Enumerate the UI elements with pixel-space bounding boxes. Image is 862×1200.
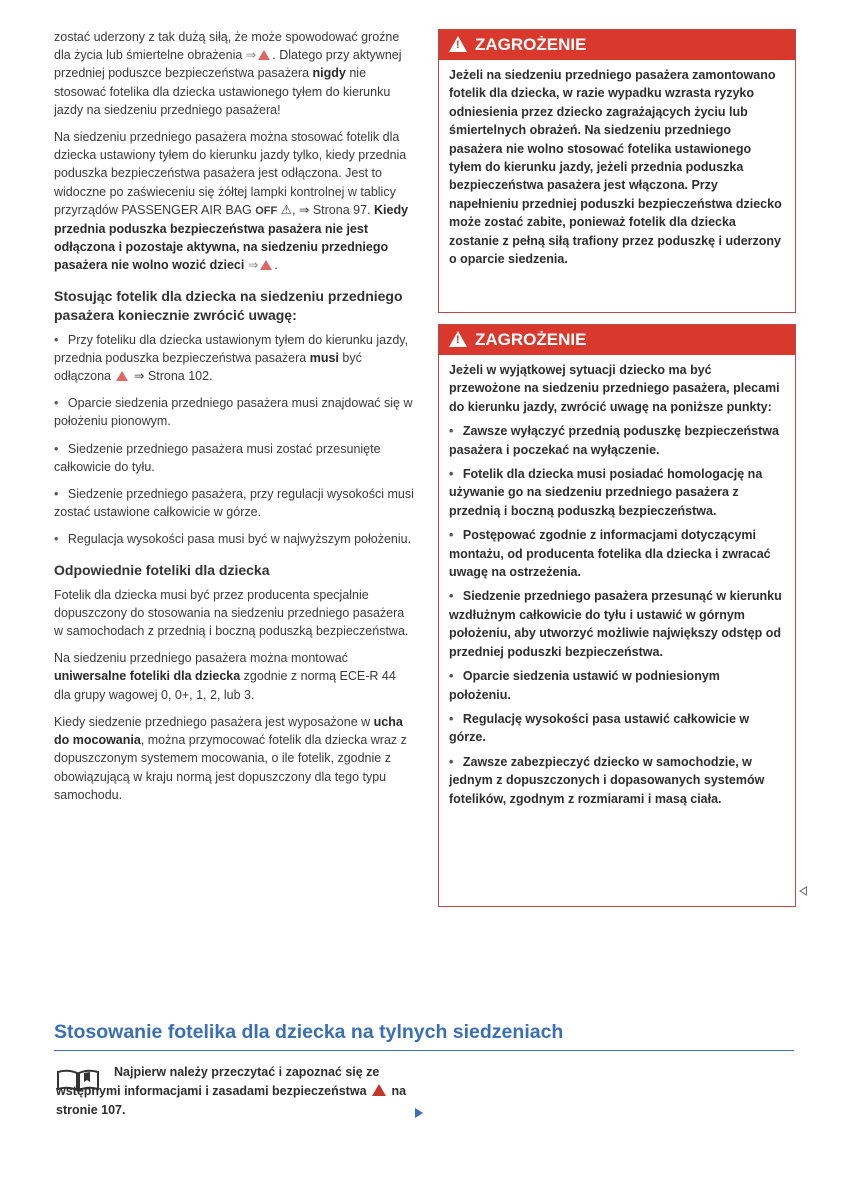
arrow-ref-icon: ⇒ xyxy=(245,48,257,63)
front-seat-list xyxy=(54,331,414,549)
paragraph-1: zostać uderzony z tak dużą siłą, że może spowodować groźne dla życia lub śmiertelne obrażenia ⇒ . Dlatego przy aktywnej przedniej poduszce bezpieczeństwa pasażera nigdy nie stosować fotelika dla dziecka ustawionego tyłem do kierunku jazdy na siedzeniu przedniego pasażera! xyxy=(54,30,402,117)
warning-triangle-icon xyxy=(449,36,467,52)
heading-suitable-seats: Odpowiednie foteliki dla dziecka xyxy=(54,561,270,578)
warning-triangle-icon xyxy=(372,1084,386,1096)
warning-header: !ZAGROŻENIE xyxy=(439,30,795,60)
warning-triangle-icon xyxy=(116,371,128,381)
list-item: • Regulację wysokości pasa ustawić całkowicie w górze. xyxy=(449,711,750,745)
warning-header: !ZAGROŻENIE xyxy=(439,325,795,355)
list-item: • Siedzenie przedniego pasażera przesunąć w kierunku wzdłużnym całkowicie do tyłu i ustawić w górnym położeniu, aby utworzyć możliwie największy odstęp od przedniej poduszki bezpieczeństwa. xyxy=(449,589,782,659)
warning-box-1 xyxy=(438,29,796,313)
list-item: • Siedzenie przedniego pasażera musi zostać przesunięte całkowicie do tyłu. xyxy=(54,441,381,474)
warning-body: Jeżeli na siedzeniu przedniego pasażera zamontowano fotelik dla dziecka, w razie wypadku wzrasta ryzyko odniesienia przez dziecko zagrażających życiu lub śmiertelnych obrażeń. Na siedzeniu przedniego pasażera nie wolno stosować fotelika ustawionego tyłem do kierunku jazdy, jeżeli przednia poduszka bezpieczeństwa pasażera jest włączona. Przy napełnieniu przedniej poduszki bezpieczeństwa dziecko może zostać zabite, ponieważ fotelik dla dziecka zostanie z pełną siłą trafiony przez poduszkę i uderzony o oparcie siedzenia. xyxy=(449,68,782,267)
list-item: • Przy foteliku dla dziecka ustawionym tyłem do kierunku jazdy, przednia poduszka bezpieczeństwa pasażera musi być odłączona ⇒ Strona 102. xyxy=(54,332,409,384)
airbag-off-icon: ⚠ xyxy=(280,202,292,217)
paragraph-5: Kiedy siedzenie przedniego pasażera jest wyposażone w ucha do mocowania, można przymocować fotelik dla dziecka wraz z dopuszczonym systemem mocowania, o ile fotelik, zgodnie z obowiązującą w kraju normą jest dopuszczony dla tego typu samochodu. xyxy=(54,714,407,802)
page-link[interactable]: ⇒ Strona 97. xyxy=(298,202,371,217)
heading-front-seat-notes: Stosując fotelik dla dziecka na siedzeniu przedniego pasażera koniecznie zwrócić uwagę: xyxy=(54,287,403,323)
warning-list xyxy=(449,422,785,808)
list-item: • Zawsze wyłączyć przednią poduszkę bezpieczeństwa pasażera i poczekać na wyłączenie. xyxy=(449,424,779,457)
warning-box-2 xyxy=(438,324,796,907)
list-item: • Oparcie siedzenia przedniego pasażera musi znajdować się w położeniu pionowym. xyxy=(54,396,413,429)
warning-body: Jeżeli w wyjątkowej sytuacji dziecko ma być przewożone na siedzeniu przedniego pasażera, plecami do kierunku jazdy, zwrócić uwagę na poniższe punkty: • Zawsze wyłączyć przednią poduszkę bezpieczeństwa pasażera i poczekać na wyłączenie. • Fotelik dla dziecka musi posiadać homologację na używanie go na siedzeniu przedniego pasażera z przednią i boczną poduszką bezpieczeństwa. • Postępować zgodnie z informacjami dotyczącymi montażu, od producenta fotelika dla dziecka i zwracać uwagę na ostrzeżenia. • Siedzenie przedniego pasażera przesunąć w kierunku wzdłużnym całkowicie do tyłu i ustawić w górnym położeniu, aby utworzyć możliwie największy odstęp od przedniej poduszki bezpieczeństwa. • Oparcie siedzenia ustawić w podniesionym położeniu. • Regulację wysokości pasa ustawić całkowicie w górze. • Zawsze zabezpieczyć dziecko w samochodzie, w jednym z dopuszczonych i dopasowanych systemów fotelików, zgodnym z rozmiarami i masą ciała. xyxy=(439,355,795,822)
warning-triangle-icon xyxy=(258,50,270,60)
left-column xyxy=(54,28,414,813)
page-link[interactable]: na stronie 107. xyxy=(56,1084,407,1117)
next-arrow-icon[interactable] xyxy=(415,1108,423,1118)
airbag-off-indicator: OFF xyxy=(255,204,278,217)
list-item: • Fotelik dla dziecka musi posiadać homologację na używanie go na siedzeniu przedniego pasażera z przednią i boczną poduszką bezpieczeństwa. xyxy=(449,467,763,518)
list-item: • Postępować zgodnie z informacjami dotyczącymi montażu, od producenta fotelika dla dziecka i zwracać uwagę na ostrzeżenia. xyxy=(449,528,771,580)
list-item: • Siedzenie przedniego pasażera, przy regulacji wysokości musi zostać ustawione całkowicie w górze. xyxy=(54,487,414,520)
list-item: • Oparcie siedzenia ustawić w podniesionym położeniu. xyxy=(449,669,720,702)
intro-text: Najpierw należy przeczytać i zapoznać się ze wstępnymi informacjami i zasadami bezpieczeństwa na stronie 107. xyxy=(56,1065,407,1117)
back-arrow-icon[interactable] xyxy=(799,886,807,896)
paragraph-2: Na siedzeniu przedniego pasażera można stosować fotelik dla dziecka ustawiony tyłem do kierunku jazdy tylko, kiedy przednia poduszka bezpieczeństwa pasażera jest odłączona. Jest to widoczne po zaświeceniu się żółtej lampki kontrolnej w tablicy przyrządów PASSENGER AIR BAG OFF ⚠, ⇒ Strona 97. Kiedy przednia poduszka bezpieczeństwa pasażera nie jest odłączona i pozostaje aktywna, na siedzeniu przedniego pasażera nie wolno wozić dzieci ⇒ . xyxy=(54,130,409,273)
warning-triangle-icon xyxy=(260,260,272,270)
paragraph-4: Na siedzeniu przedniego pasażera można montować uniwersalne foteliki dla dziecka zgodnie z normą ECE-R 44 dla grupy wagowej 0, 0+, 1, 2, lub 3. xyxy=(54,651,396,702)
paragraph-3: Fotelik dla dziecka musi być przez producenta specjalnie dopuszczony do stosowania na siedzeniu przedniego pasażera w samochodach z przednią i boczną poduszką bezpieczeństwa. xyxy=(54,587,409,639)
arrow-ref-icon: ⇒ xyxy=(247,258,259,273)
page-link[interactable]: ⇒ Strona 102. xyxy=(133,369,213,384)
list-item: • Regulacja wysokości pasa musi być w najwyższym położeniu. xyxy=(54,532,412,547)
warning-triangle-icon xyxy=(449,331,467,347)
section-title: Stosowanie fotelika dla dziecka na tylnych siedzeniach xyxy=(54,1021,794,1051)
list-item: • Zawsze zabezpieczyć dziecko w samochodzie, w jednym z dopuszczonych i dopasowanych systemów fotelików, zgodnym z rozmiarami i masą ciała. xyxy=(449,754,765,806)
